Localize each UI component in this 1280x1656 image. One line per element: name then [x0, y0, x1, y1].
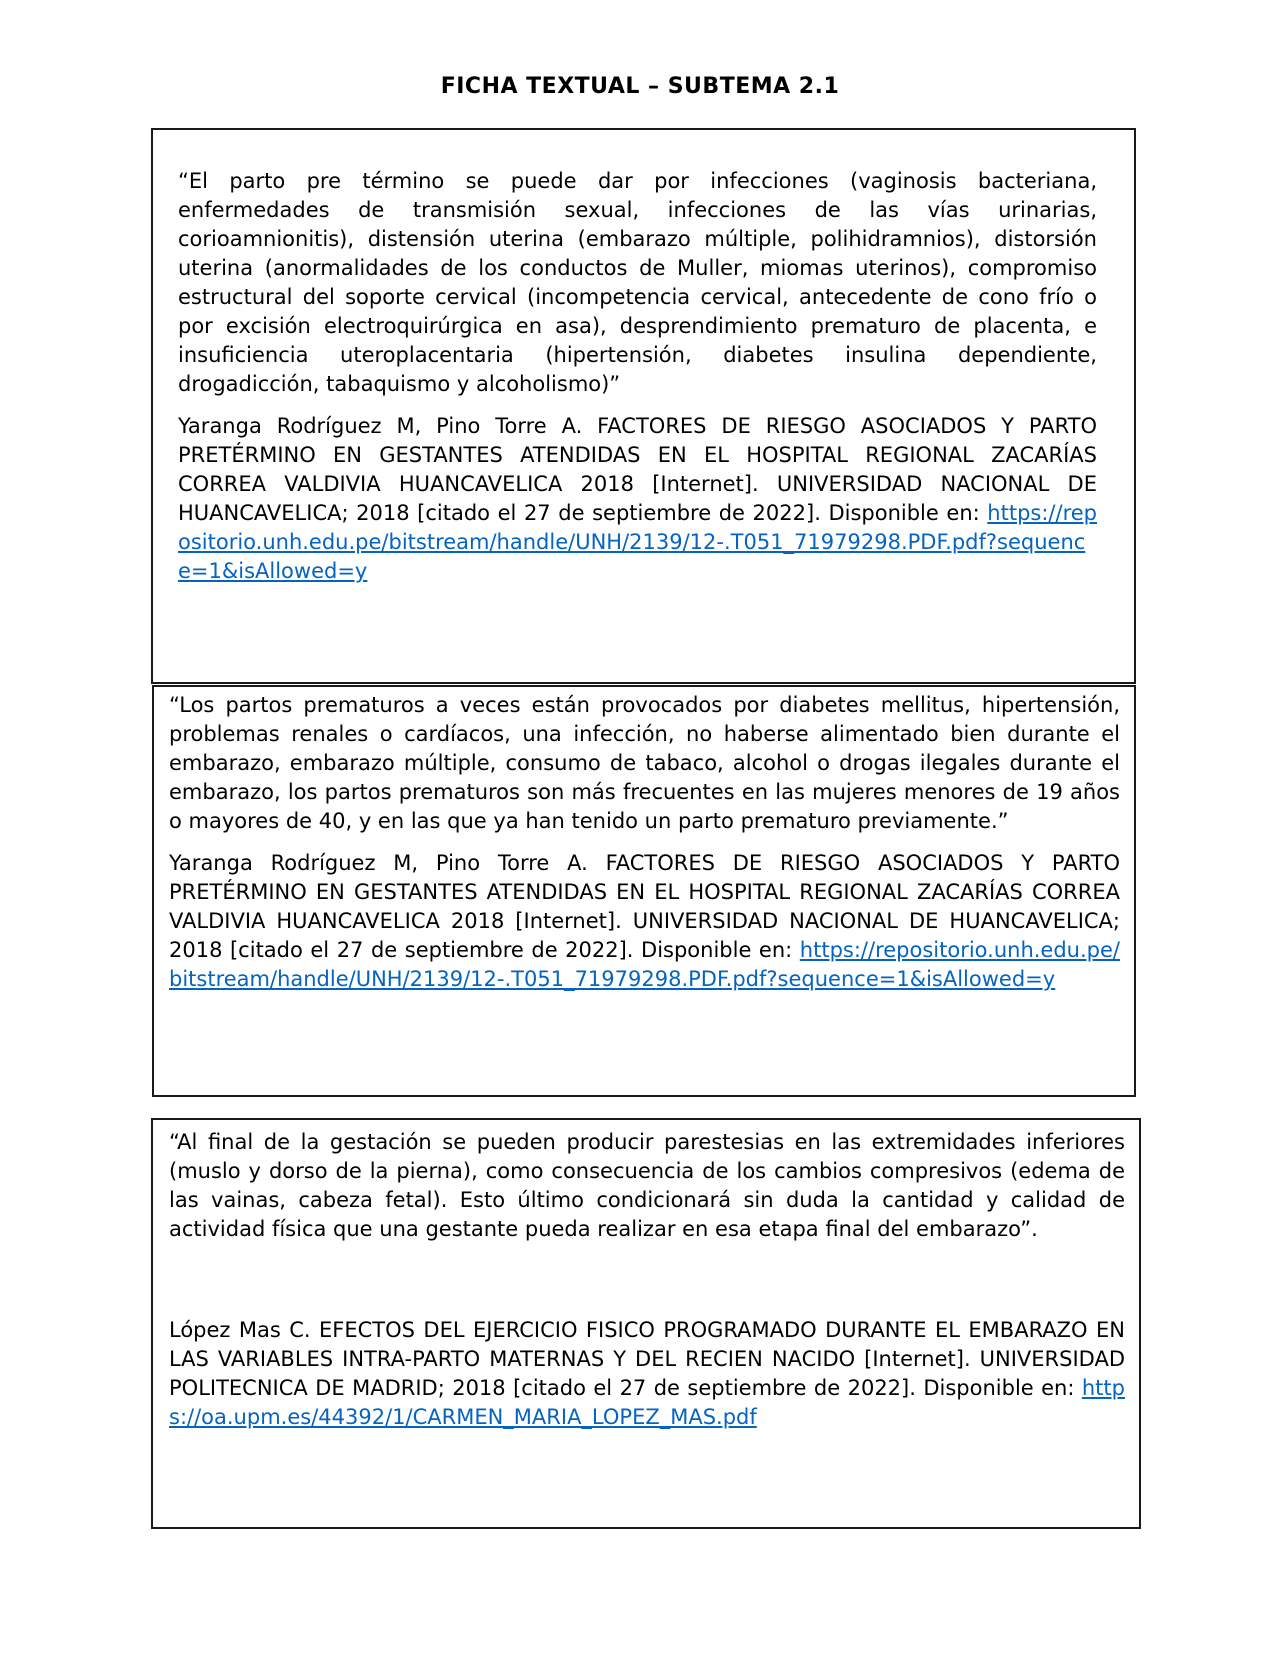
quote-text: “El parto pre término se puede dar por infecciones (vaginosis bacteriana, enfermedades de transmisión sexual, infecciones de las vías urinarias, corioamnionitis), distensión uterina (embarazo múltiple, polihidramnios), distorsión uterina (anormalidades de los conductos de Muller, miomas uterinos), compromiso estructural del soporte cervical (incompetencia cervical, antecedente de cono frío o por excisión electroquirúrgica en asa), desprendimiento prematuro de placenta, e insuficiencia uteroplacentaria (hipertensión, diabetes insulina dependiente, drogadicción, tabaquismo y alcoholismo)” [178, 169, 1097, 396]
citation-body: Yaranga Rodríguez M, Pino Torre A. FACTORES DE RIESGO ASOCIADOS Y PARTO PRETÉRMINO EN GESTANTES ATENDIDAS EN EL HOSPITAL REGIONAL ZACARÍAS CORREA VALDIVIA HUANCAVELICA 2018 [Internet]. UNIVERSIDAD NACIONAL DE HUANCAVELICA; 2018 [citado el 27 de septiembre de 2022]. Disponible en: [178, 414, 1097, 525]
source-link[interactable]: https://repositorio.unh.edu.pe/bitstream/handle/UNH/2139/12-.T051_71979298.PDF.pdf?sequence=1&isAllowed=y [178, 501, 1097, 583]
source-link[interactable]: https://repositorio.unh.edu.pe/bitstream/handle/UNH/2139/12-.T051_71979298.PDF.pdf?sequence=1&isAllowed=y [169, 938, 1120, 991]
citation-body: López Mas C. EFECTOS DEL EJERCICIO FISICO PROGRAMADO DURANTE EL EMBARAZO EN LAS VARIABLES INTRA-PARTO MATERNAS Y DEL RECIEN NACIDO [Internet]. UNIVERSIDAD POLITECNICA DE MADRID; 2018 [citado el 27 de septiembre de 2022]. Disponible en: [169, 1318, 1125, 1400]
citation-text [169, 849, 1120, 994]
quote-card-3 [151, 1118, 1141, 1529]
source-link[interactable]: https://oa.upm.es/44392/1/CARMEN_MARIA_LOPEZ_MAS.pdf [169, 1376, 1125, 1429]
page-title: FICHA TEXTUAL – SUBTEMA 2.1 [440, 74, 840, 99]
citation-text [178, 412, 1097, 586]
citation-text [169, 1316, 1125, 1432]
citation-body: Yaranga Rodríguez M, Pino Torre A. FACTORES DE RIESGO ASOCIADOS Y PARTO PRETÉRMINO EN GESTANTES ATENDIDAS EN EL HOSPITAL REGIONAL ZACARÍAS CORREA VALDIVIA HUANCAVELICA 2018 [Internet]. UNIVERSIDAD NACIONAL DE HUANCAVELICA; 2018 [citado el 27 de septiembre de 2022]. Disponible en: [169, 851, 1120, 962]
quote-text: “Al final de la gestación se pueden producir parestesias en las extremidades inferiores (muslo y dorso de la pierna), como consecuencia de los cambios compresivos (edema de las vainas, cabeza fetal). Esto último condicionará sin duda la cantidad y calidad de actividad física que una gestante pueda realizar en esa etapa final del embarazo”. [169, 1130, 1125, 1241]
quote-card-1 [151, 128, 1136, 684]
quote-text: “Los partos prematuros a veces están provocados por diabetes mellitus, hipertensión, problemas renales o cardíacos, una infección, no haberse alimentado bien durante el embarazo, embarazo múltiple, consumo de tabaco, alcohol o drogas ilegales durante el embarazo, los partos prematuros son más frecuentes en las mujeres menores de 19 años o mayores de 40, y en las que ya han tenido un parto prematuro previamente.” [169, 693, 1120, 833]
quote-card-2 [152, 685, 1136, 1097]
